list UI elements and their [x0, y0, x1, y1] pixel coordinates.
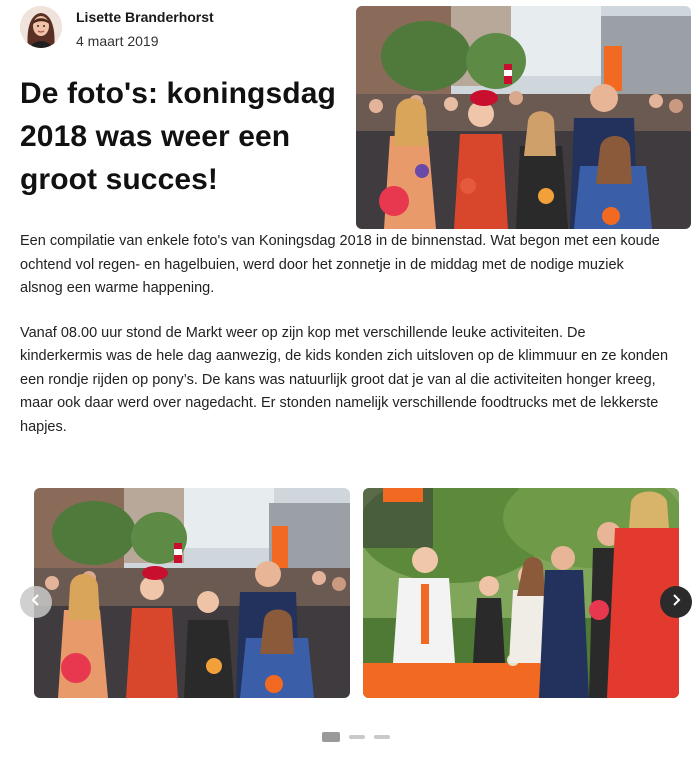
avatar[interactable] — [20, 6, 62, 48]
article-body — [20, 230, 670, 460]
paragraph: Vanaf 08.00 uur stond de Markt weer op zijn kop met verschillende leuke activiteiten. De kinderkermis was de hele dag aanwezig, de kids konden zich uitsloven op de klimmuur en ze konden een rondje rijden op pony’s. De kans was natuurlijk groot dat je van al die activiteiten honger kreeg, maar ook daar werd over nagedacht. Er stonden namelijk verschillende foodtrucks met de lekkerste hapjes. — [20, 324, 669, 435]
photo-carousel[interactable] — [0, 488, 700, 700]
article-title: De foto's: koningsdag 2018 was weer een groot succes! — [20, 77, 336, 196]
author-block — [20, 6, 214, 50]
carousel-next-button[interactable] — [660, 586, 692, 618]
carousel-dot-2[interactable] — [349, 735, 365, 739]
carousel-pagination — [322, 732, 399, 742]
paragraph: Een compilatie van enkele foto's van Koningsdag 2018 in de binnenstad. Wat begon met een koude ochtend vol regen- en hagelbuien, werd door het zonnetje in de middag met de nodige muziek alsnog een warme happening. — [20, 233, 660, 296]
carousel-dot-1[interactable] — [322, 732, 340, 742]
chevron-left-icon — [30, 593, 42, 612]
author-name[interactable]: Lisette Branderhorst — [76, 9, 214, 25]
carousel-slide[interactable] — [34, 488, 350, 698]
carousel-dot-3[interactable] — [374, 735, 390, 739]
carousel-prev-button[interactable] — [20, 586, 52, 618]
chevron-right-icon — [670, 593, 682, 612]
carousel-slide[interactable] — [363, 488, 679, 698]
publish-date: 4 maart 2019 — [76, 33, 159, 49]
hero-photo[interactable] — [356, 6, 691, 229]
